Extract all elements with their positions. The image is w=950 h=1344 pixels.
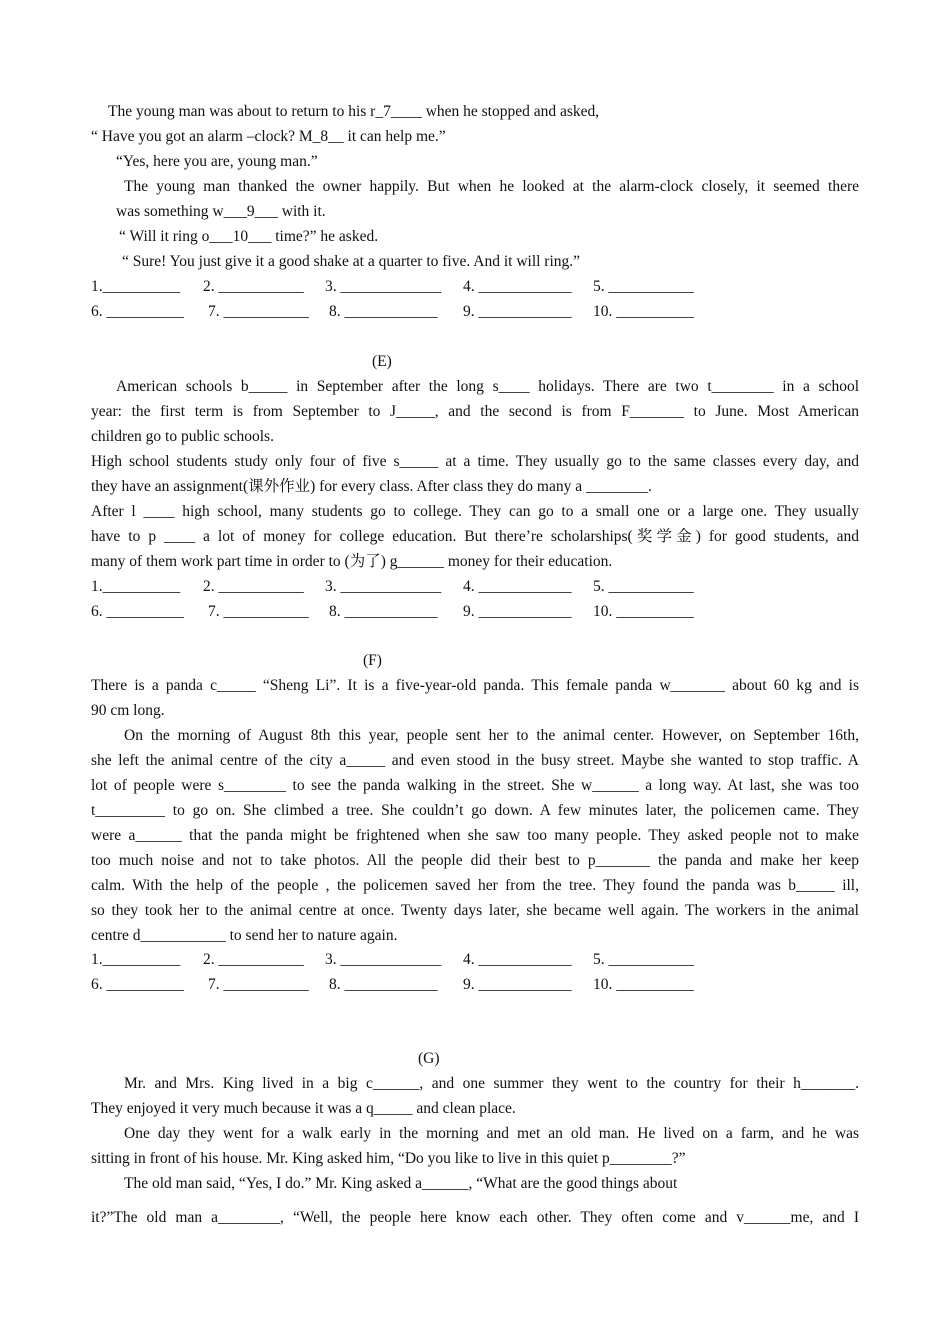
passage-f-line: centre d___________ to send her to nature again. (91, 927, 398, 944)
passage-e-line: they have an assignment(课外作业) for every class. After class they do many a ________. (91, 478, 652, 495)
answer-blank-7[interactable]: 7. ___________ (208, 303, 309, 320)
answer-row (91, 577, 751, 597)
answer-blank-6[interactable]: 6. __________ (91, 603, 184, 620)
passage-e-line: year: the first term is from September to J_____, and the second is from F_______ to June. Most American (91, 403, 859, 420)
answer-blank-5[interactable]: 5. ___________ (593, 578, 694, 595)
answer-blank-10[interactable]: 10. __________ (593, 303, 694, 320)
passage-f-line: calm. With the help of the people , the policemen saved her from the tree. They found the panda was b_____ ill, (91, 877, 859, 894)
answer-blank-7[interactable]: 7. ___________ (208, 603, 309, 620)
section-title-e: (E) (372, 353, 392, 370)
passage-e-line: children go to public schools. (91, 428, 274, 445)
passage-e-line: American schools b_____ in September after the long s____ holidays. There are two t________ in a school (116, 378, 859, 395)
passage-g-line: The old man said, “Yes, I do.” Mr. King asked a______, “What are the good things about (124, 1175, 678, 1192)
passage-d-line: The young man thanked the owner happily. But when he looked at the alarm-clock closely, it seemed there (124, 178, 859, 195)
passage-e-line: High school students study only four of five s_____ at a time. They usually go to the same classes every day, and (91, 453, 859, 470)
answer-row (91, 975, 751, 995)
passage-f-line: she left the animal centre of the city a_____ and even stood in the busy street. Maybe she wanted to stop traffic. A (91, 752, 859, 769)
passage-f-line: so they took her to the animal centre at once. Twenty days later, she became well again. The workers in the animal (91, 902, 859, 919)
answer-blank-9[interactable]: 9. ____________ (463, 976, 572, 993)
answer-blank-8[interactable]: 8. ____________ (329, 303, 438, 320)
answer-blank-6[interactable]: 6. __________ (91, 303, 184, 320)
answer-blank-2[interactable]: 2. ___________ (203, 578, 304, 595)
passage-g-line: They enjoyed it very much because it was a q_____ and clean place. (91, 1100, 516, 1117)
passage-e-line: many of them work part time in order to (为了) g______ money for their education. (91, 553, 613, 570)
passage-d-line: “ Sure! You just give it a good shake at a quarter to five. And it will ring.” (122, 253, 581, 270)
answer-blank-2[interactable]: 2. ___________ (203, 278, 304, 295)
passage-f-line: t_________ to go on. She climbed a tree. She couldn’t go down. A few minutes later, the policemen came. They (91, 802, 859, 819)
passage-d-line: was something w___9___ with it. (116, 203, 326, 220)
passage-f-line: too much noise and not to take photos. All the people did their best to p_______ the panda and make her keep (91, 852, 859, 869)
passage-g-line: sitting in front of his house. Mr. King asked him, “Do you like to live in this quiet p________?” (91, 1150, 686, 1167)
passage-g-line: Mr. and Mrs. King lived in a big c______, and one summer they went to the country for their h_______. (124, 1075, 859, 1092)
passage-e-line: After l ____ high school, many students go to college. They can go to a small one or a large one. They usually (91, 503, 859, 520)
passage-f-line: On the morning of August 8th this year, people sent her to the animal center. However, on September 16th, (124, 727, 859, 744)
answer-blank-7[interactable]: 7. ___________ (208, 976, 309, 993)
answer-row (91, 602, 751, 622)
answer-row (91, 277, 751, 297)
answer-blank-4[interactable]: 4. ____________ (463, 278, 572, 295)
answer-blank-2[interactable]: 2. ___________ (203, 951, 304, 968)
passage-d-line: “Yes, here you are, young man.” (116, 153, 318, 170)
passage-f-line: 90 cm long. (91, 702, 165, 719)
section-title-f: (F) (363, 652, 382, 669)
answer-blank-8[interactable]: 8. ____________ (329, 976, 438, 993)
answer-blank-4[interactable]: 4. ____________ (463, 578, 572, 595)
answer-blank-4[interactable]: 4. ____________ (463, 951, 572, 968)
passage-g-line: it?”The old man a________, “Well, the people here know each other. They often come and v______me, and I (91, 1209, 859, 1226)
answer-blank-9[interactable]: 9. ____________ (463, 303, 572, 320)
passage-f-line: lot of people were s________ to see the panda walking in the street. She w______ a long way. At last, she was too (91, 777, 859, 794)
answer-blank-1[interactable]: 1.__________ (91, 278, 181, 295)
answer-blank-10[interactable]: 10. __________ (593, 603, 694, 620)
passage-f-line: were a______ that the panda might be frightened when she saw too many people. They asked people not to make (91, 827, 859, 844)
passage-e-line: have to p ____ a lot of money for college education. But there’re scholarships(奖学金) for good students, and (91, 528, 859, 545)
passage-d-line: “ Have you got an alarm –clock? M_8__ it can help me.” (91, 128, 446, 145)
passage-d-line: The young man was about to return to his r_7____ when he stopped and asked, (108, 103, 600, 120)
answer-blank-1[interactable]: 1.__________ (91, 951, 181, 968)
section-title-g: (G) (418, 1050, 440, 1067)
passage-d-line: “ Will it ring o___10___ time?” he asked. (119, 228, 379, 245)
answer-blank-1[interactable]: 1.__________ (91, 578, 181, 595)
answer-blank-10[interactable]: 10. __________ (593, 976, 694, 993)
answer-blank-3[interactable]: 3. _____________ (325, 578, 442, 595)
answer-blank-6[interactable]: 6. __________ (91, 976, 184, 993)
answer-blank-5[interactable]: 5. ___________ (593, 951, 694, 968)
answer-blank-5[interactable]: 5. ___________ (593, 278, 694, 295)
answer-blank-3[interactable]: 3. _____________ (325, 278, 442, 295)
passage-f-line: There is a panda c_____ “Sheng Li”. It is a five-year-old panda. This female panda w_______ about 60 kg and is (91, 677, 859, 694)
answer-blank-3[interactable]: 3. _____________ (325, 951, 442, 968)
passage-g-line: One day they went for a walk early in the morning and met an old man. He lived on a farm, and he was (124, 1125, 859, 1142)
answer-blank-8[interactable]: 8. ____________ (329, 603, 438, 620)
answer-row (91, 302, 751, 322)
answer-row (91, 950, 751, 970)
answer-blank-9[interactable]: 9. ____________ (463, 603, 572, 620)
